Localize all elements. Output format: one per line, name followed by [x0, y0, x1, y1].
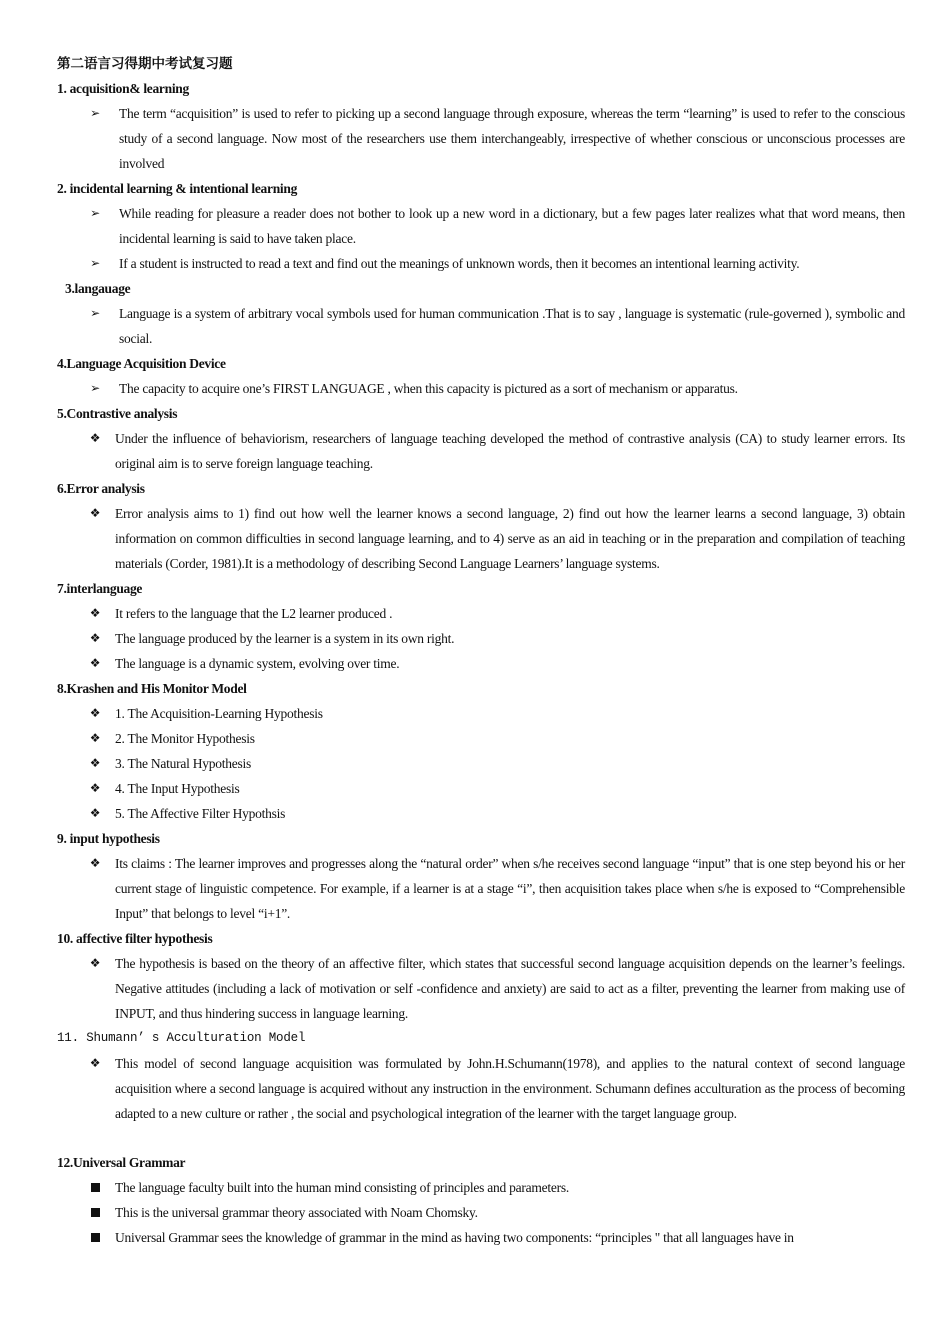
- section: [57, 826, 905, 926]
- list-item: [57, 376, 905, 401]
- diamond-bullet-icon: ❖: [89, 656, 101, 670]
- list-item-text: 2. The Monitor Hypothesis: [115, 731, 255, 746]
- section: [57, 401, 905, 476]
- section-heading: 4.Language Acquisition Device: [57, 356, 226, 371]
- square-bullet-icon: [86, 1225, 104, 1250]
- list-item: [57, 651, 905, 676]
- arrow-bullet-icon: ➢: [90, 256, 100, 270]
- section-heading: 10. affective filter hypothesis: [57, 931, 213, 946]
- section: [57, 576, 905, 676]
- list-item-text: Under the influence of behaviorism, researchers of language teaching developed the method of contrastive analysis (CA) to study learner errors. Its original aim is to serve foreign language teaching.: [115, 431, 905, 471]
- section-heading: 1. acquisition& learning: [57, 81, 189, 96]
- diamond-bullet-icon: ❖: [89, 806, 101, 820]
- list-item-text: This model of second language acquisition was formulated by John.H.Schumann(1978), and applies to the natural context of second language acquisition where a second language is acquired without any instruction in the environment. Schumann defines acculturation as the process of becoming adapted to a new culture or rather , the social and psychological integration of the learner with the target language group.: [115, 1056, 905, 1121]
- section: [57, 476, 905, 576]
- list-item-text: Error analysis aims to 1) find out how well the learner knows a second language, 2) find out how the learner learns a second language, 3) obtain information on common difficulties in second language learning, and to 4) serve as an aid in teaching or in the preparation and compilation of teaching materials (Corder, 1981).It is a methodology of describing Second Language Learners’ language systems.: [115, 506, 905, 571]
- list-item: [57, 601, 905, 626]
- section-heading: 5.Contrastive analysis: [57, 406, 178, 421]
- list-item-text: The hypothesis is based on the theory of an affective filter, which states that successful second language acquisition depends on the learner’s feelings. Negative attitudes (including a lack of motivation or self -confidence and anxiety) are said to act as a filter, preventing the learner from making use of INPUT, and thus hindering success in language learning.: [115, 956, 905, 1021]
- list-item: [57, 426, 905, 476]
- section-heading: 12.Universal Grammar: [57, 1155, 186, 1170]
- diamond-bullet-icon: ❖: [89, 731, 101, 745]
- list-item: [57, 101, 905, 176]
- section: [57, 76, 905, 176]
- diamond-bullet-icon: ❖: [89, 431, 101, 445]
- list-item: [57, 801, 905, 826]
- list-item-text: The language faculty built into the human mind consisting of principles and parameters.: [115, 1180, 569, 1195]
- section-heading: 8.Krashen and His Monitor Model: [57, 681, 247, 696]
- section: [57, 676, 905, 826]
- section: [57, 1150, 905, 1250]
- list-item: [57, 726, 905, 751]
- diamond-bullet-icon: ❖: [89, 756, 101, 770]
- list-item: [57, 1225, 905, 1250]
- list-item: [57, 301, 905, 351]
- list-item-text: If a student is instructed to read a text and find out the meanings of unknown words, then it becomes an intentional learning activity.: [119, 256, 800, 271]
- list-item-text: 3. The Natural Hypothesis: [115, 756, 251, 771]
- section: [57, 926, 905, 1026]
- list-item: [57, 951, 905, 1026]
- square-bullet-icon: [86, 1175, 104, 1200]
- arrow-bullet-icon: ➢: [90, 206, 100, 220]
- list-item-text: 1. The Acquisition-Learning Hypothesis: [115, 706, 323, 721]
- list-item-text: Universal Grammar sees the knowledge of grammar in the mind as having two components: “principles " that all languages have in: [115, 1230, 794, 1245]
- list-item-text: 4. The Input Hypothesis: [115, 781, 240, 796]
- list-item-text: Language is a system of arbitrary vocal symbols used for human communication .That is to say , language is systematic (rule-governed ), symbolic and social.: [119, 306, 905, 346]
- section-heading: 7.interlanguage: [57, 581, 143, 596]
- arrow-bullet-icon: ➢: [90, 306, 100, 320]
- section: [57, 351, 905, 401]
- list-item-text: It refers to the language that the L2 learner produced .: [115, 606, 393, 621]
- list-item-text: While reading for pleasure a reader does not bother to look up a new word in a dictionary, but a few pages later realizes what that word means, then incidental learning is said to have taken place.: [119, 206, 905, 246]
- diamond-bullet-icon: ❖: [89, 856, 101, 870]
- list-item: [57, 776, 905, 801]
- document-page: [57, 51, 905, 1250]
- list-item: [57, 1051, 905, 1126]
- list-item: [57, 751, 905, 776]
- list-item: [57, 851, 905, 926]
- arrow-bullet-icon: ➢: [90, 106, 100, 120]
- list-item: [57, 701, 905, 726]
- section: [57, 1026, 905, 1126]
- list-item-text: The term “acquisition” is used to refer to picking up a second language through exposure, whereas the term “learning” is used to refer to the conscious study of a second language. Now most of the researchers use them interchangeably, irrespective of whether conscious or unconscious processes are involved: [119, 106, 905, 171]
- list-item-text: 5. The Affective Filter Hypothsis: [115, 806, 286, 821]
- list-item-text: The language is a dynamic system, evolving over time.: [115, 656, 400, 671]
- list-item: [57, 626, 905, 651]
- diamond-bullet-icon: ❖: [89, 631, 101, 645]
- list-item: [57, 201, 905, 251]
- list-item-text: This is the universal grammar theory associated with Noam Chomsky.: [115, 1205, 478, 1220]
- diamond-bullet-icon: ❖: [89, 706, 101, 720]
- section: [57, 176, 905, 276]
- list-item: [57, 501, 905, 576]
- diamond-bullet-icon: ❖: [89, 506, 101, 520]
- document-title: 第二语言习得期中考试复习题: [57, 56, 233, 71]
- list-item-text: The language produced by the learner is a system in its own right.: [115, 631, 455, 646]
- list-item: [57, 251, 905, 276]
- section-heading: 2. incidental learning & intentional learning: [57, 181, 298, 196]
- diamond-bullet-icon: ❖: [89, 606, 101, 620]
- list-item: [57, 1200, 905, 1225]
- section-heading: 11. Shumann’ s Acculturation Model: [57, 1031, 306, 1045]
- diamond-bullet-icon: ❖: [89, 956, 101, 970]
- diamond-bullet-icon: ❖: [89, 1056, 101, 1070]
- list-item-text: Its claims : The learner improves and progresses along the “natural order” when s/he receives second language “input” that is one step beyond his or her current stage of linguistic competence. For example, if a learner is at a stage “i”, then acquisition takes place when s/he is exposed to “Comprehensible Input” that belongs to level “i+1”.: [115, 856, 905, 921]
- square-bullet-icon: [86, 1200, 104, 1225]
- sections: [57, 76, 905, 1250]
- list-item: [57, 1175, 905, 1200]
- diamond-bullet-icon: ❖: [89, 781, 101, 795]
- list-item-text: The capacity to acquire one’s FIRST LANGUAGE , when this capacity is pictured as a sort of mechanism or apparatus.: [119, 381, 738, 396]
- arrow-bullet-icon: ➢: [90, 381, 100, 395]
- section: [57, 276, 905, 351]
- section-heading: 3.langauage: [65, 281, 131, 296]
- section-heading: 6.Error analysis: [57, 481, 145, 496]
- section-heading: 9. input hypothesis: [57, 831, 160, 846]
